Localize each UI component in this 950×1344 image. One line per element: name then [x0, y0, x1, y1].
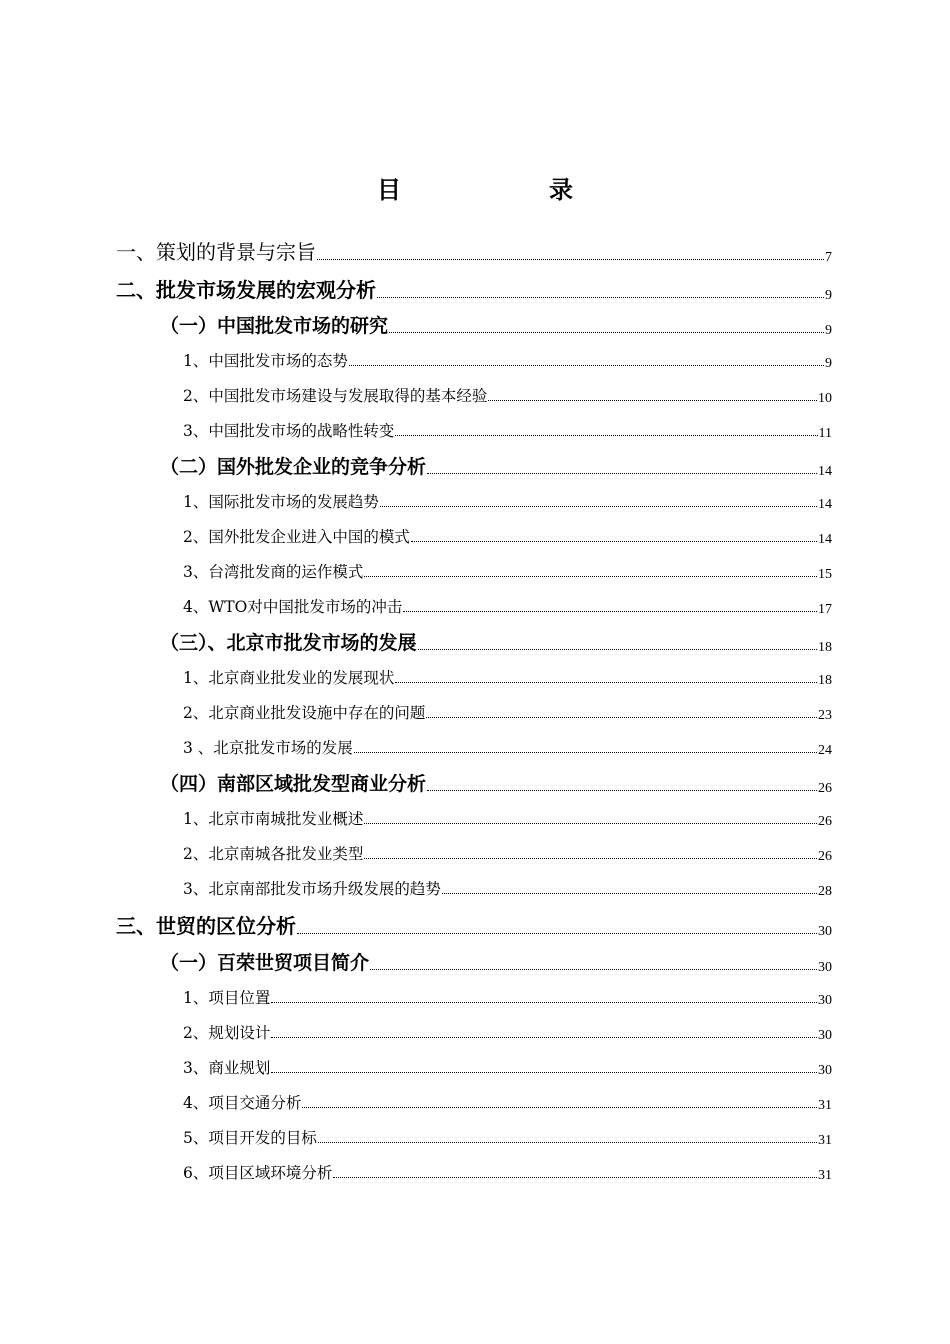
toc-entry-text: 2、国外批发企业进入中国的模式 — [183, 528, 410, 546]
toc-page-number: 17 — [818, 602, 832, 617]
toc-entry[interactable] — [183, 736, 832, 758]
toc-entry[interactable] — [160, 769, 832, 796]
toc-entry[interactable] — [183, 1161, 832, 1183]
toc-entry[interactable] — [183, 877, 832, 899]
toc-entry-text: 二、批发市场发展的宏观分析 — [116, 278, 376, 302]
toc-page-number: 23 — [818, 708, 832, 723]
toc-entry-text: 4、WTO对中国批发市场的冲击 — [183, 598, 403, 616]
toc-entry[interactable] — [183, 595, 832, 617]
toc-entry[interactable] — [183, 1021, 832, 1043]
toc-entry[interactable] — [183, 1056, 832, 1078]
toc-entry-text: （四）南部区域批发型商业分析 — [160, 773, 427, 795]
toc-entry-text: 一、策划的背景与宗旨 — [116, 240, 316, 264]
toc-entry-text: 三、世贸的区位分析 — [116, 914, 296, 938]
toc-entry-text: （二）国外批发企业的竞争分析 — [160, 456, 427, 478]
toc-leader — [354, 752, 817, 753]
toc-entry[interactable] — [183, 349, 832, 371]
toc-entry[interactable] — [160, 311, 832, 338]
toc-entry[interactable] — [160, 452, 832, 479]
toc-entry[interactable] — [183, 701, 832, 723]
toc-leader — [389, 332, 824, 333]
toc-page-number: 30 — [818, 1063, 832, 1078]
toc-leader — [411, 541, 817, 542]
toc-entry[interactable] — [183, 560, 832, 582]
toc-page-number: 26 — [818, 781, 832, 796]
toc-leader — [427, 790, 817, 791]
toc-leader — [488, 400, 817, 401]
toc-page-number: 31 — [818, 1168, 832, 1183]
toc-entry-text: 5、项目开发的目标 — [183, 1129, 317, 1147]
toc-entry-text: 6、项目区域环境分析 — [183, 1164, 333, 1182]
toc-leader — [302, 1107, 817, 1108]
toc-leader — [271, 1072, 817, 1073]
toc-page-number: 31 — [818, 1098, 832, 1113]
toc-page-number: 10 — [818, 391, 832, 406]
toc-entry[interactable] — [116, 274, 832, 303]
toc-leader — [349, 365, 824, 366]
toc-entry[interactable] — [183, 986, 832, 1008]
toc-page-number: 28 — [818, 884, 832, 899]
toc-page-number: 18 — [818, 640, 832, 655]
toc-leader — [427, 473, 817, 474]
toc-page-number: 14 — [818, 497, 832, 512]
toc-entry[interactable] — [116, 236, 832, 265]
toc-entry[interactable] — [116, 910, 832, 939]
toc-page-number: 9 — [825, 323, 832, 338]
toc-page-number: 30 — [818, 993, 832, 1008]
toc-leader — [426, 717, 817, 718]
toc-leader — [370, 969, 817, 970]
toc-entry-text: 1、中国批发市场的态势 — [183, 352, 348, 370]
page-title: 目 录 — [377, 176, 635, 204]
toc-leader — [395, 435, 817, 436]
toc-entry-text: 2、北京南城各批发业类型 — [183, 845, 364, 863]
toc-page-number: 31 — [818, 1133, 832, 1148]
toc-entry-text: 1、项目位置 — [183, 989, 271, 1007]
toc-page-number: 11 — [818, 426, 832, 441]
toc-leader — [317, 259, 824, 260]
toc-entry-text: 4、项目交通分析 — [183, 1094, 302, 1112]
toc-entry-text: 1、北京市南城批发业概述 — [183, 810, 364, 828]
toc-entry-text: （三）、北京市批发市场的发展 — [160, 632, 417, 654]
toc-page-number: 9 — [825, 356, 832, 371]
toc-page-number: 14 — [818, 464, 832, 479]
toc-entry[interactable] — [160, 628, 832, 655]
toc-leader — [271, 1002, 817, 1003]
toc-entry[interactable] — [183, 807, 832, 829]
toc-leader — [364, 576, 817, 577]
toc-page-number: 30 — [818, 960, 832, 975]
toc-entry-text: 3、北京南部批发市场升级发展的趋势 — [183, 880, 441, 898]
toc-page-number: 7 — [825, 250, 832, 265]
toc-entry-text: 1、北京商业批发业的发展现状 — [183, 669, 395, 687]
toc-leader — [271, 1037, 817, 1038]
toc-leader — [380, 506, 817, 507]
toc-entry[interactable] — [183, 490, 832, 512]
toc-page-number: 14 — [818, 532, 832, 547]
toc-leader — [377, 297, 824, 298]
toc-leader — [395, 682, 817, 683]
toc-entry[interactable] — [183, 1126, 832, 1148]
toc-entry[interactable] — [183, 419, 832, 441]
toc-entry[interactable] — [183, 666, 832, 688]
toc-leader — [318, 1142, 817, 1143]
toc-entry-text: 2、中国批发市场建设与发展取得的基本经验 — [183, 387, 488, 405]
toc-page-number: 9 — [825, 288, 832, 303]
toc-leader — [442, 893, 817, 894]
toc-entry-text: 3、商业规划 — [183, 1059, 271, 1077]
toc-page-number: 26 — [818, 814, 832, 829]
toc-page-number: 26 — [818, 849, 832, 864]
toc-leader — [364, 823, 817, 824]
toc-entry[interactable] — [160, 948, 832, 975]
toc-leader — [403, 611, 817, 612]
toc-page-number: 30 — [818, 1028, 832, 1043]
toc-entry[interactable] — [183, 842, 832, 864]
toc-leader — [364, 858, 817, 859]
toc-entry[interactable] — [183, 525, 832, 547]
toc-page-number: 18 — [818, 673, 832, 688]
toc-leader — [333, 1177, 817, 1178]
toc-entry-text: 3 、北京批发市场的发展 — [183, 739, 353, 757]
toc-entry-text: 2、规划设计 — [183, 1024, 271, 1042]
toc-entry-text: 3、台湾批发商的运作模式 — [183, 563, 364, 581]
toc-entry[interactable] — [183, 1091, 832, 1113]
toc-entry-text: （一）百荣世贸项目简介 — [160, 952, 370, 974]
toc-page-number: 15 — [818, 567, 832, 582]
toc-leader — [297, 933, 817, 934]
toc-entry[interactable] — [183, 384, 832, 406]
toc-entry-text: （一）中国批发市场的研究 — [160, 315, 389, 337]
toc-entry-text: 2、北京商业批发设施中存在的问题 — [183, 704, 426, 722]
toc-page-number: 24 — [818, 743, 832, 758]
toc-page-number: 30 — [818, 924, 832, 939]
toc-entry-text: 3、中国批发市场的战略性转变 — [183, 422, 395, 440]
toc-entry-text: 1、国际批发市场的发展趋势 — [183, 493, 379, 511]
toc-leader — [418, 649, 817, 650]
